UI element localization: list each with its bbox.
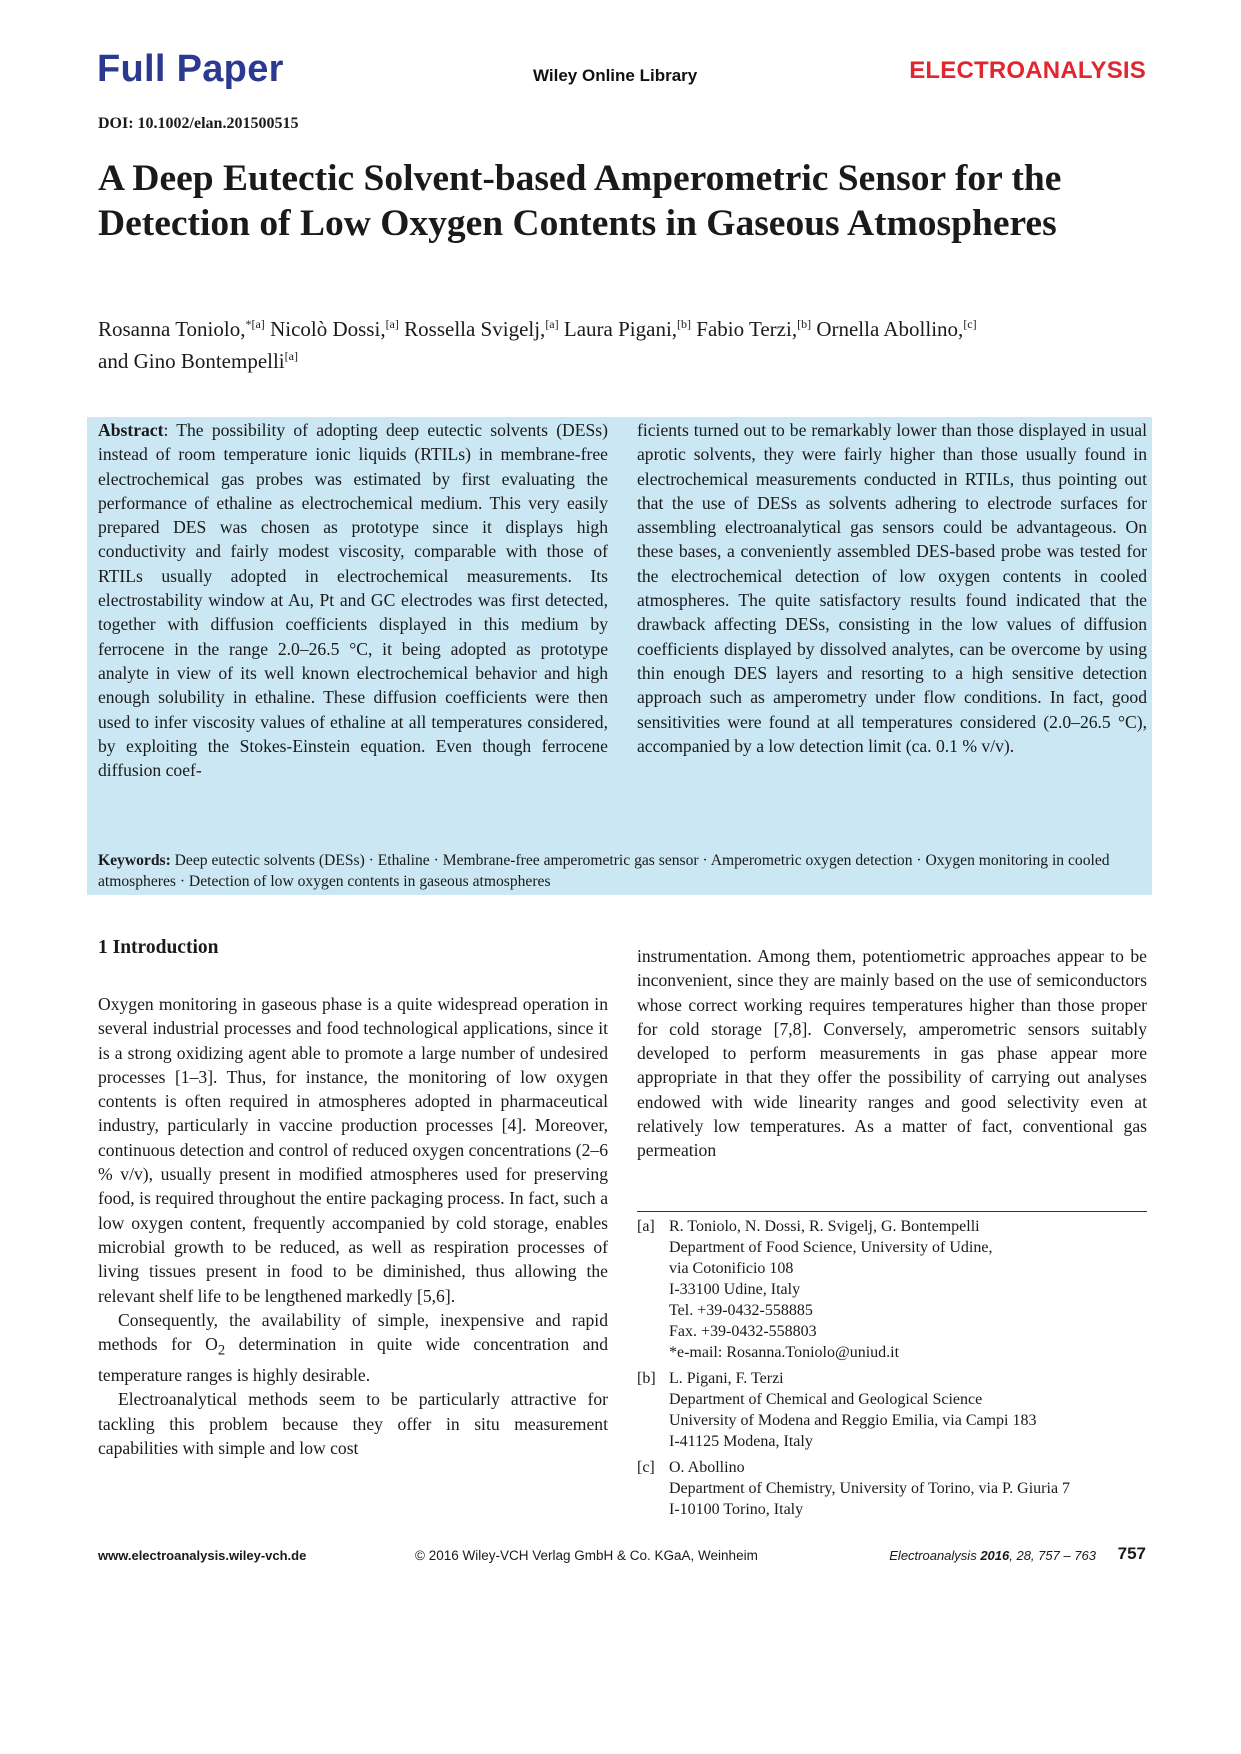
affiliation-line: via Cotonificio 108 bbox=[669, 1260, 794, 1277]
affiliation-marker: [b] bbox=[637, 1370, 656, 1387]
affiliation-line: Department of Chemistry, University of Torino, via P. Giuria 7 bbox=[669, 1480, 1071, 1497]
journal-name: ELECTROANALYSIS bbox=[909, 57, 1146, 84]
affiliation-marker: [c] bbox=[637, 1459, 655, 1476]
abstract-column-2: ficients turned out to be remarkably lower than those displayed in usual aprotic solvents, they were fairly higher than those usually found in electrochemical measurements conducted in RTILs, thus pointing out that the use of DESs as solvents adhering to electrode surfaces for assembling electroanalytical gas sensors could be advantageous. On these bases, a conveniently assembled DES-based probe was tested for the electrochemical detection of low oxygen contents in cooled atmospheres. The quite satisfactory results found indicated that the drawback affecting DESs, consisting in the low values of diffusion coefficients displayed by dissolved analytes, can be overcome by using thin enough DES layers and resorting to a high sensitive detection approach such as amperometry under flow conditions. In fact, good sensitivities were found at all temperatures considered (2.0–26.5 °C), accompanied by a low detection limit (ca. 0.1 % v/v). bbox=[637, 420, 1147, 756]
affiliation-marker: [a] bbox=[637, 1218, 655, 1235]
affiliation-line: Tel. +39-0432-558885 bbox=[669, 1302, 813, 1319]
journal-website: www.electroanalysis.wiley-vch.de bbox=[98, 1548, 307, 1563]
paragraph: Electroanalytical methods seem to be particularly attractive for tackling this problem because they offer in situ measurement capabilities with simple and low cost bbox=[98, 1389, 608, 1458]
copyright: © 2016 Wiley-VCH Verlag GmbH & Co. KGaA, Weinheim bbox=[415, 1548, 758, 1563]
page-number: 757 bbox=[1117, 1544, 1146, 1563]
abstract-label: Abstract bbox=[98, 420, 164, 440]
author: Fabio Terzi,[b] bbox=[696, 317, 812, 341]
affiliation-line: I-33100 Udine, Italy bbox=[669, 1281, 801, 1298]
keywords-text: Deep eutectic solvents (DESs) · Ethaline · Membrane-free amperometric gas sensor · Amperometric oxygen detection · Oxygen monitoring in cooled atmospheres · Detection of low oxygen contents in gaseous atmospheres bbox=[98, 852, 1110, 890]
citation: Electroanalysis 2016, 28, 757 – 763 bbox=[889, 1548, 1096, 1563]
section-label: Full Paper bbox=[97, 48, 284, 90]
author: Nicolò Dossi,[a] bbox=[270, 317, 399, 341]
affiliation-line: I-10100 Torino, Italy bbox=[669, 1501, 804, 1518]
page-footer bbox=[98, 1544, 1146, 1568]
paragraph: instrumentation. Among them, potentiometric approaches appear to be inconvenient, since they are mainly based on the use of semiconductors whose correct working requires temperatures higher than those proper for cold storage [7,8]. Conversely, amperometric sensors suitably developed to perform measurements in gas phase appear more appropriate in that they offer the possibility of carrying out analyses endowed with wide linearity ranges and good selectivity even at relatively low temperatures. As a matter of fact, conventional gas permeation bbox=[637, 946, 1147, 1161]
author: Rosanna Toniolo,$^{*[a]}$ bbox=[98, 317, 265, 341]
abstract-text-1: : The possibility of adopting deep eutectic solvents (DESs) instead of room temperature ionic liquids (RTILs) in membrane-free electrochemical gas probes was estimated by first evaluating the performance of ethaline as electrochemical medium. This very easily prepared DES was chosen as prototype since it displays high conductivity and fairly modest viscosity, comparable with those of RTILs usually adopted in electrochemical measurements. Its electrostability window at Au, Pt and GC electrodes was first detected, together with diffusion coefficients displayed in this medium by ferrocene in the range 2.0–26.5 °C, it being adopted as prototype analyte in view of its well known electrochemical behavior and high enough solubility in ethaline. These diffusion coefficients were then used to infer viscosity values of ethaline at all temperatures considered, by exploiting the Stokes-Einstein equation. Even though ferrocene diffusion coef- bbox=[98, 420, 608, 781]
affiliation bbox=[637, 1368, 1147, 1452]
affiliation-line: I-41125 Modena, Italy bbox=[669, 1433, 813, 1450]
doi: DOI: 10.1002/elan.201500515 bbox=[98, 115, 299, 132]
affiliation-line: R. Toniolo, N. Dossi, R. Svigelj, G. Bontempelli bbox=[669, 1218, 980, 1235]
author: Laura Pigani,[b] bbox=[563, 317, 692, 341]
author: and Gino Bontempelli[a] bbox=[98, 349, 298, 373]
affiliation-line: O. Abollino bbox=[669, 1459, 745, 1476]
affiliations bbox=[637, 1216, 1147, 1525]
affiliation-line: Department of Chemical and Geological Science bbox=[669, 1391, 983, 1408]
affiliation bbox=[637, 1457, 1147, 1520]
affiliation-line: L. Pigani, F. Terzi bbox=[669, 1370, 784, 1387]
author: Ornella Abollino,[c] bbox=[816, 317, 977, 341]
affiliation-line: Department of Food Science, University of Udine, bbox=[669, 1239, 993, 1256]
author-list bbox=[98, 311, 1148, 375]
body-column-left bbox=[98, 992, 608, 1460]
author: Rossella Svigelj,[a] bbox=[404, 317, 559, 341]
abstract-column-1 bbox=[98, 418, 608, 782]
section-heading: 1 Introduction bbox=[98, 937, 219, 958]
affiliation-line: University of Modena and Reggio Emilia, via Campi 183 bbox=[669, 1412, 1037, 1429]
paragraph: Oxygen monitoring in gaseous phase is a quite widespread operation in several industrial processes and food technological applications, since it is a strong oxidizing agent able to promote a large number of undesired processes [1–3]. Thus, for instance, the monitoring of low oxygen contents is often required in atmospheres adopted in pharmaceutical industry, particularly in vaccine production processes [4]. Moreover, continuous detection and control of reduced oxygen concentrations (2–6 % v/v), usually present in modified atmospheres used for preserving food, is required throughout the entire packaging process. In fact, such a low oxygen content, frequently accompanied by cold storage, enables microbial growth to be reduced, as well as respiration processes of living tissues present in food to be diminished, thus allowing the relevant shelf life to be lengthened markedly [5,6]. bbox=[98, 994, 608, 1306]
body-column-right bbox=[637, 944, 1147, 1163]
keywords bbox=[98, 850, 1146, 892]
paragraph: Consequently, the availability of simple, inexpensive and rapid methods for $O_2$ determination in quite wide concentration and temperature ranges is highly desirable. bbox=[98, 1309, 609, 1385]
affiliation bbox=[637, 1216, 1147, 1363]
footnote-divider bbox=[637, 1211, 1147, 1212]
keywords-label: Keywords: bbox=[98, 852, 171, 869]
email-address: *e-mail: Rosanna.Toniolo@uniud.it bbox=[669, 1344, 900, 1361]
library-name: Wiley Online Library bbox=[533, 66, 698, 85]
affiliation-line: Fax. +39-0432-558803 bbox=[669, 1323, 817, 1340]
article-title: A Deep Eutectic Solvent-based Amperometric Sensor for the Detection of Low Oxygen Contents in Gaseous Atmospheres bbox=[98, 158, 1062, 244]
